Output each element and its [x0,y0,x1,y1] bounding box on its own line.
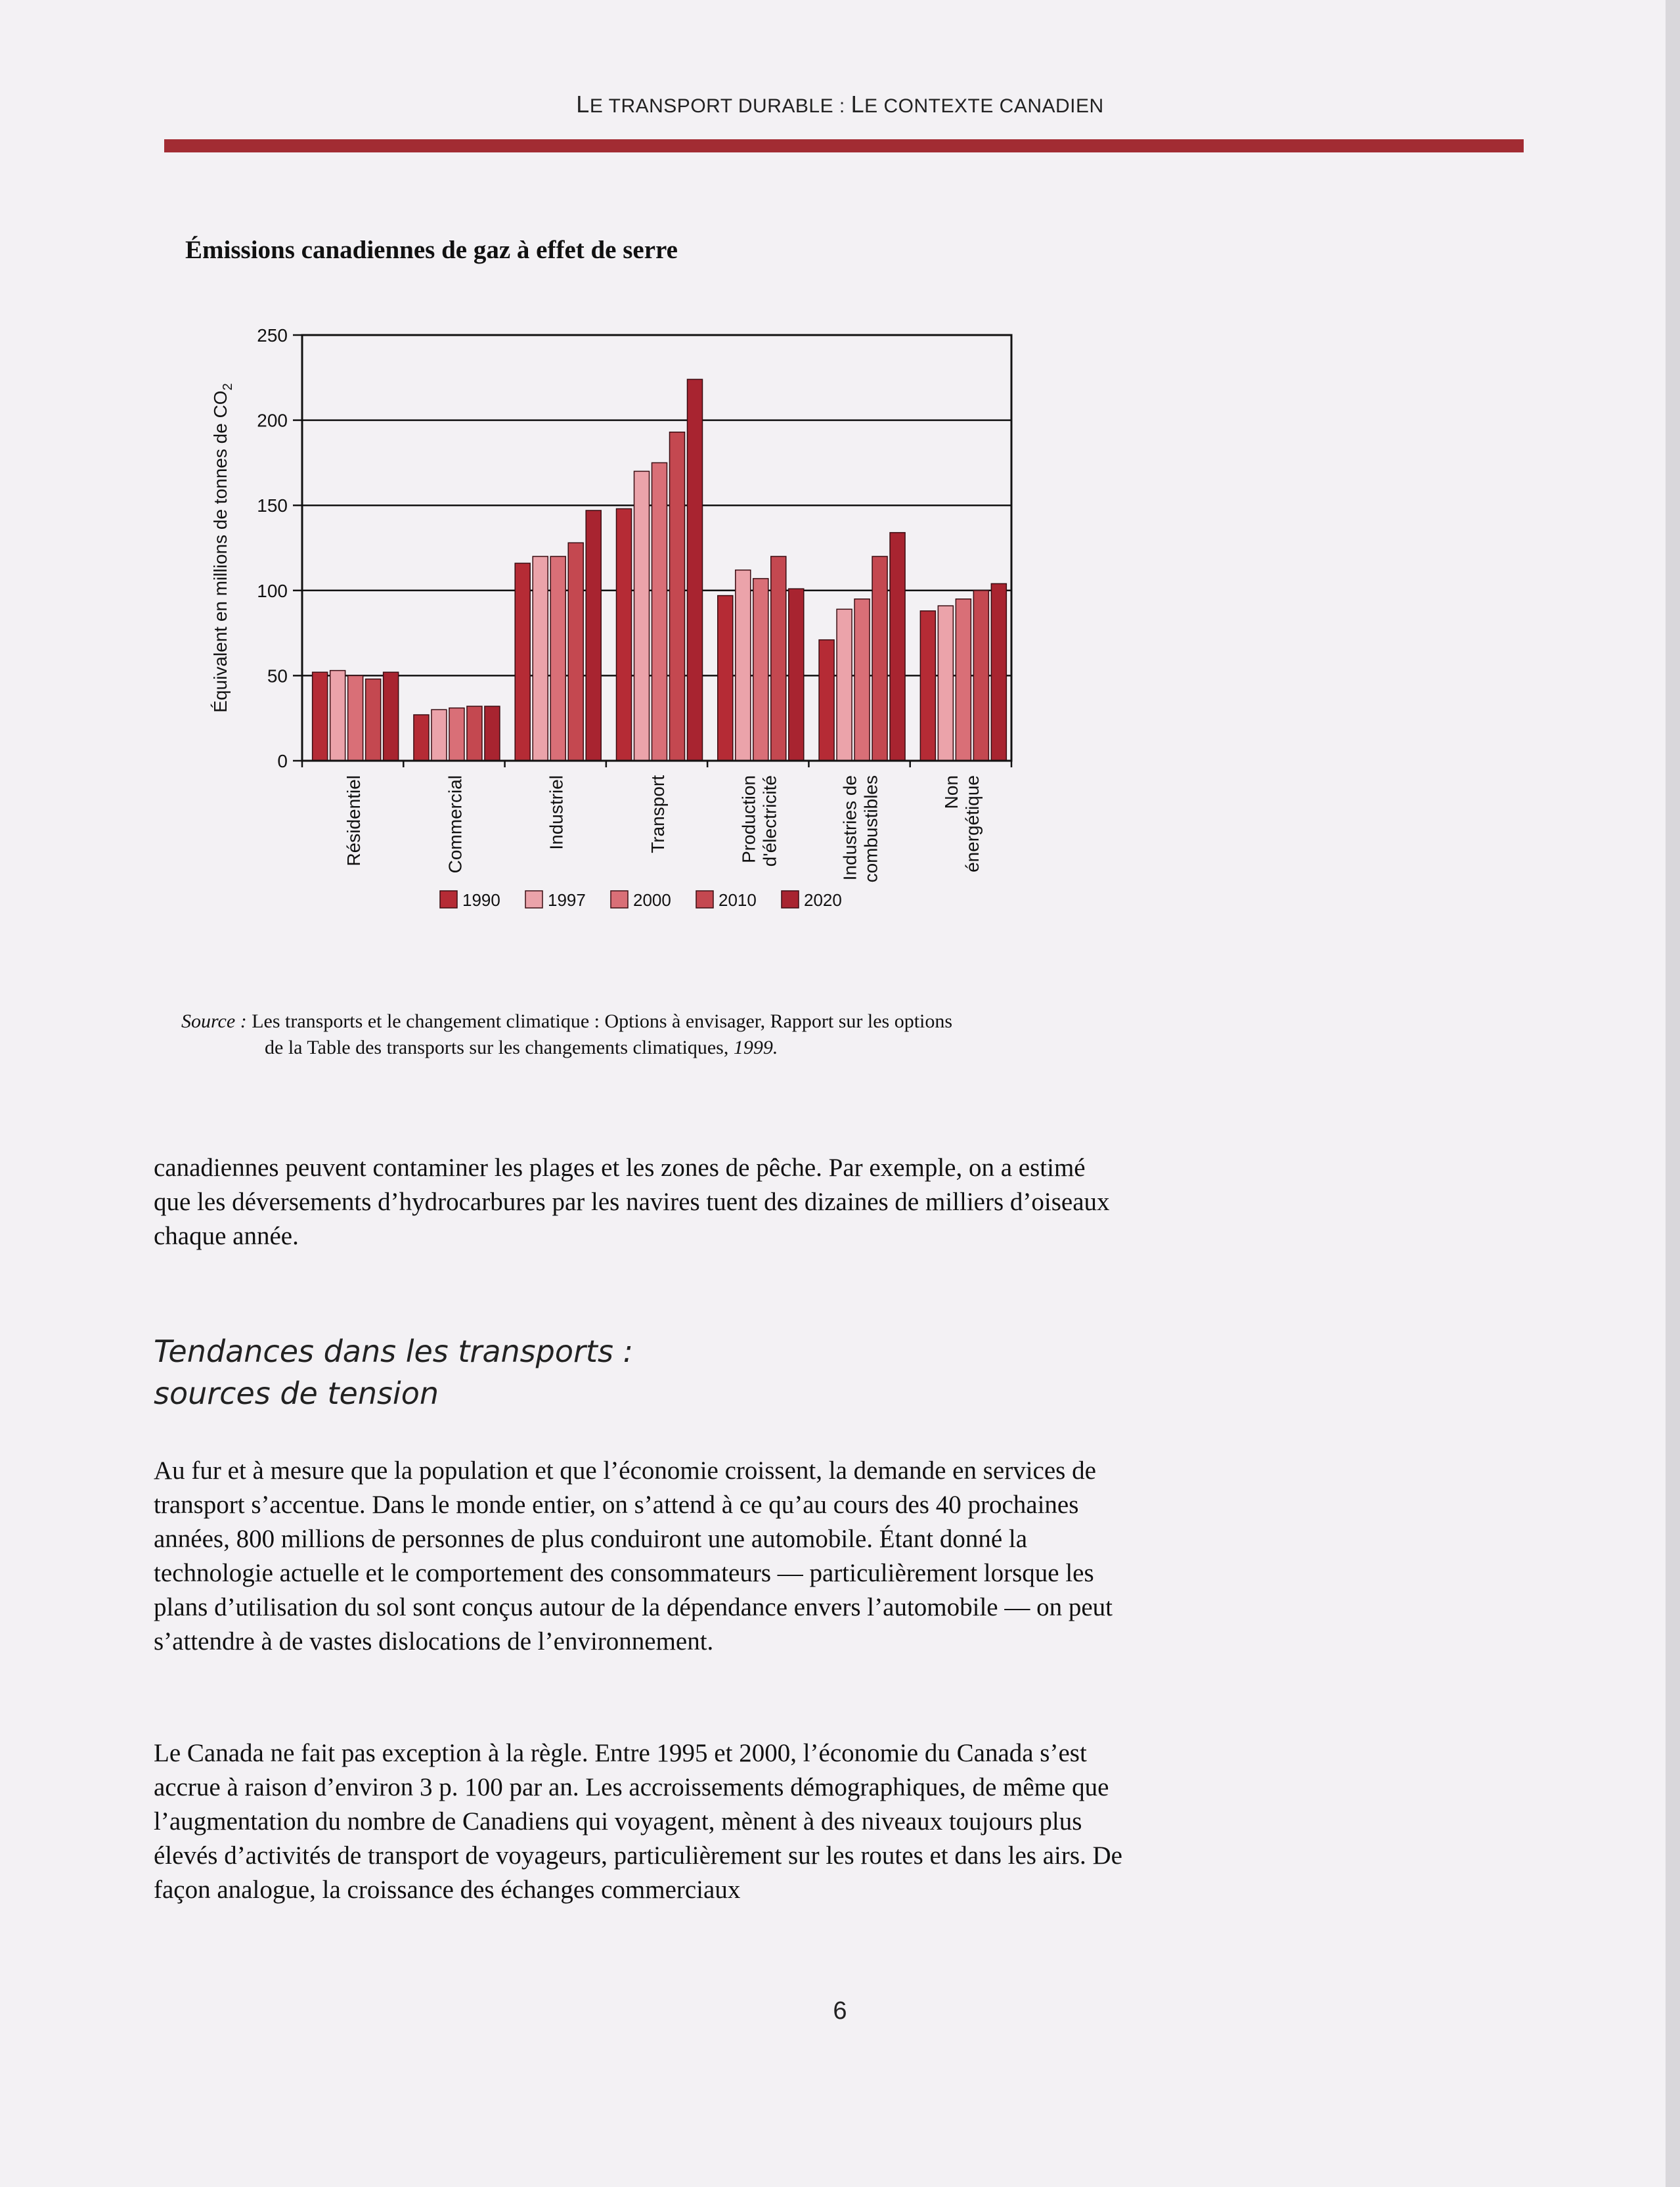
source-line-2: de la Table des transports sur les changements climatiques, [265,1037,734,1058]
y-tick-label: 100 [257,580,288,601]
bar-1990-1 [414,715,429,761]
bar-1997-5 [837,609,852,761]
emissions-bar-chart [190,302,1057,933]
legend-label-2020: 2020 [804,890,842,910]
bar-2000-1 [449,708,464,761]
y-tick-label: 0 [277,751,288,771]
page-number: 6 [833,1997,847,2025]
paragraph-1: Au fur et à mesure que la population et que l’économie croissent, la demande en services de transport s’accentue. Dans le monde entier, on s’attend à ce qu’au cours des 40 prochaines années, 800 millions de personnes de plus conduiront une automobile. Étant donné la technologie actuelle et le comportement des consommateurs — particulièrement lorsque les plans d’utilisation du sol sont conçus autour de la dépendance envers l’automobile — on peut s’attendre à de vastes dislocations de l’environnement. [154,1456,1113,1656]
x-category-label: Industries de [839,775,860,881]
x-category-label: Transport [648,775,668,853]
bar-2000-0 [348,675,363,761]
bar-2010-6 [973,591,988,761]
legend-swatch-1990 [440,891,457,908]
y-tick-label: 250 [257,325,288,346]
x-category-label: d'électricité [759,775,780,867]
bar-2000-6 [956,599,971,761]
chart-title: Émissions canadiennes de gaz à effet de serre [185,236,678,264]
bar-2010-2 [568,543,583,761]
section-heading-line-2: sources de tension [154,1376,439,1411]
running-header: LE TRANSPORT DURABLE : LE CONTEXTE CANADIEN [576,91,1104,118]
bar-1997-4 [736,570,751,761]
paragraph-intro: canadiennes peuvent contaminer les plages et les zones de pêche. Par exemple, on a estimé que les déversements d’hydrocarbures par les navires tuent des dizaines de milliers d’oiseaux chaque année. [154,1154,1110,1250]
source-label: Source : [181,1010,247,1032]
page-edge-shadow [1666,0,1680,2187]
x-category-label: Résidentiel [343,775,365,867]
x-category-label: combustibles [860,775,881,883]
legend-label-1990: 1990 [462,890,500,910]
y-tick-label: 50 [267,665,288,687]
legend-label-2010: 2010 [718,890,757,910]
legend-swatch-2020 [782,891,799,908]
bar-1997-3 [634,471,650,761]
bar-1990-4 [718,596,733,761]
bar-1990-3 [617,508,632,761]
bar-2020-5 [890,533,905,761]
header-rule [164,139,1524,152]
bar-2000-3 [652,462,667,761]
bar-1997-6 [938,606,953,761]
paragraph-2: Le Canada ne fait pas exception à la règle. Entre 1995 et 2000, l’économie du Canada s’est accrue à raison d’environ 3 p. 100 par an. Les accroissements démographiques, de même que l’augmentation du nombre de Canadiens qui voyagent, mènent à des niveaux toujours plus élevés d’activités de transport de voyageurs, particulièrement sur les routes et dans les airs. De façon analogue, la croissance des échanges commerciaux [154,1739,1122,1904]
legend-swatch-2000 [611,891,628,908]
bar-2000-2 [550,556,565,761]
bar-2020-4 [789,589,804,761]
bar-2010-1 [467,706,482,761]
bar-1997-2 [533,556,548,761]
section-heading-line-1: Tendances dans les transports : [154,1334,634,1369]
x-category-label: énergétique [962,775,983,872]
bar-1990-6 [920,611,935,761]
y-axis-title: Équivalent en millions de tonnes de $CO_2$ [210,383,235,713]
legend-label-1997: 1997 [548,890,586,910]
bar-2010-5 [872,556,887,761]
bar-2020-6 [991,583,1006,761]
bar-1990-2 [515,563,530,761]
bar-2020-1 [485,706,500,761]
legend-label-2000: 2000 [633,890,671,910]
bar-1990-5 [819,640,834,761]
x-category-label: Production [738,775,759,863]
bar-2010-3 [670,432,685,761]
bar-2000-4 [753,579,768,761]
bar-2020-3 [688,379,703,761]
source-year: 1999. [733,1037,778,1058]
x-category-label: Non [940,775,962,809]
bar-1997-0 [330,671,345,761]
y-tick-label: 200 [257,410,288,431]
bar-2000-5 [854,599,870,761]
chart-source-note [181,1008,1166,1061]
bar-1990-0 [313,672,328,761]
bar-2010-4 [771,556,786,761]
x-category-label: Industriel [546,775,567,850]
section-heading [154,1330,1073,1414]
legend-swatch-1997 [525,891,542,908]
bar-2020-0 [384,672,399,761]
y-tick-label: 150 [257,495,288,516]
legend-swatch-2010 [696,891,713,908]
bar-2020-2 [586,510,601,761]
bar-1997-1 [431,710,447,761]
x-category-label: Commercial [445,775,466,874]
source-line-1: Les transports et le changement climatique : Options à envisager, Rapport sur les options [246,1010,953,1032]
bar-2010-0 [366,679,381,761]
